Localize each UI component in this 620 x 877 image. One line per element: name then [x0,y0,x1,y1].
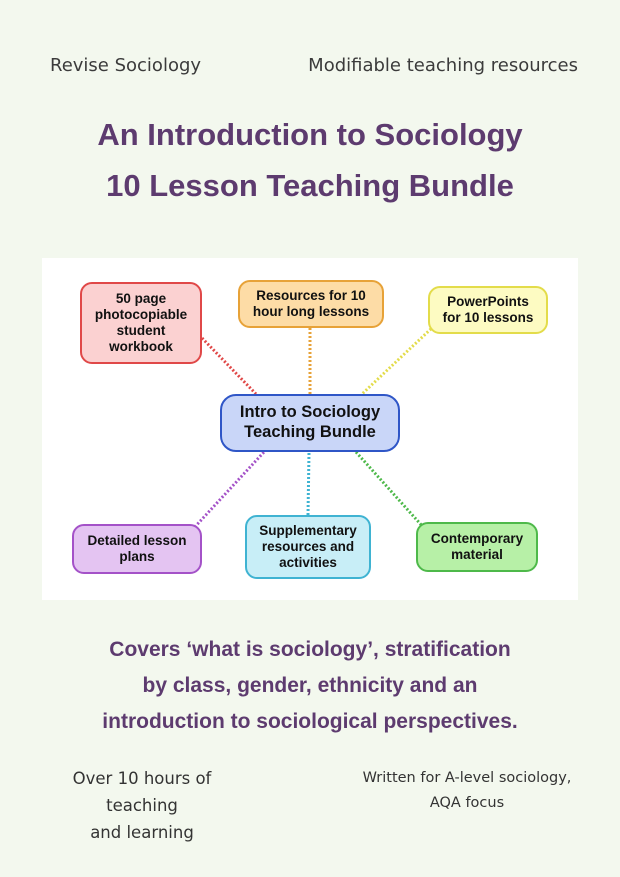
node-workbook-line: photocopiable [94,306,188,322]
mind-map-diagram [42,258,578,600]
title-line-1: An Introduction to Sociology [97,117,523,152]
covers-line-3: introduction to sociological perspectives. [102,710,518,733]
node-workbook-line: 50 page [115,290,167,306]
node-contemporary-line: Contemporary [430,530,524,546]
teaching-hours-line: and learning [90,823,194,842]
exam-board-line: Written for A-level sociology, [362,770,572,786]
node-contemporary [416,522,538,572]
node-center [220,394,400,452]
node-workbook-line: workbook [109,339,173,355]
node-resources [238,280,384,328]
node-supplementary-line: activities [279,555,337,571]
teaching-hours-note [42,765,242,846]
connector-powerpoints [362,326,434,394]
node-resources-line: Resources for 10 [256,287,366,303]
exam-board-note [360,766,574,816]
connector-workbook [202,338,256,394]
node-supplementary-line: resources and [261,538,355,554]
title-line-2: 10 Lesson Teaching Bundle [106,168,514,203]
node-lesson-plans [72,524,202,574]
node-powerpoints-line: PowerPoints [447,293,529,309]
covers-line-1: Covers ‘what is sociology’, stratification [109,638,511,661]
node-workbook [80,282,202,364]
tagline-label: Modifiable teaching resources [308,55,578,76]
node-center-line: Intro to Sociology [239,403,381,422]
connector-supplementary [308,452,309,515]
covers-line-2: by class, gender, ethnicity and an [142,674,478,697]
node-workbook-line: student [116,323,166,338]
node-contemporary-line: material [451,547,503,562]
node-supplementary [245,515,371,579]
brand-label: Revise Sociology [50,55,202,76]
node-lesson-plans-line: Detailed lesson [87,532,187,548]
node-center-line: Teaching Bundle [244,423,376,441]
node-supplementary-line: Supplementary [259,522,357,538]
exam-board-line: AQA focus [429,795,505,811]
node-resources-line: hour long lessons [252,304,370,319]
node-powerpoints [428,286,548,334]
node-lesson-plans-line: plans [119,549,155,564]
node-powerpoints-line: for 10 lessons [442,310,534,325]
teaching-hours-line: Over 10 hours of teaching [72,769,212,815]
